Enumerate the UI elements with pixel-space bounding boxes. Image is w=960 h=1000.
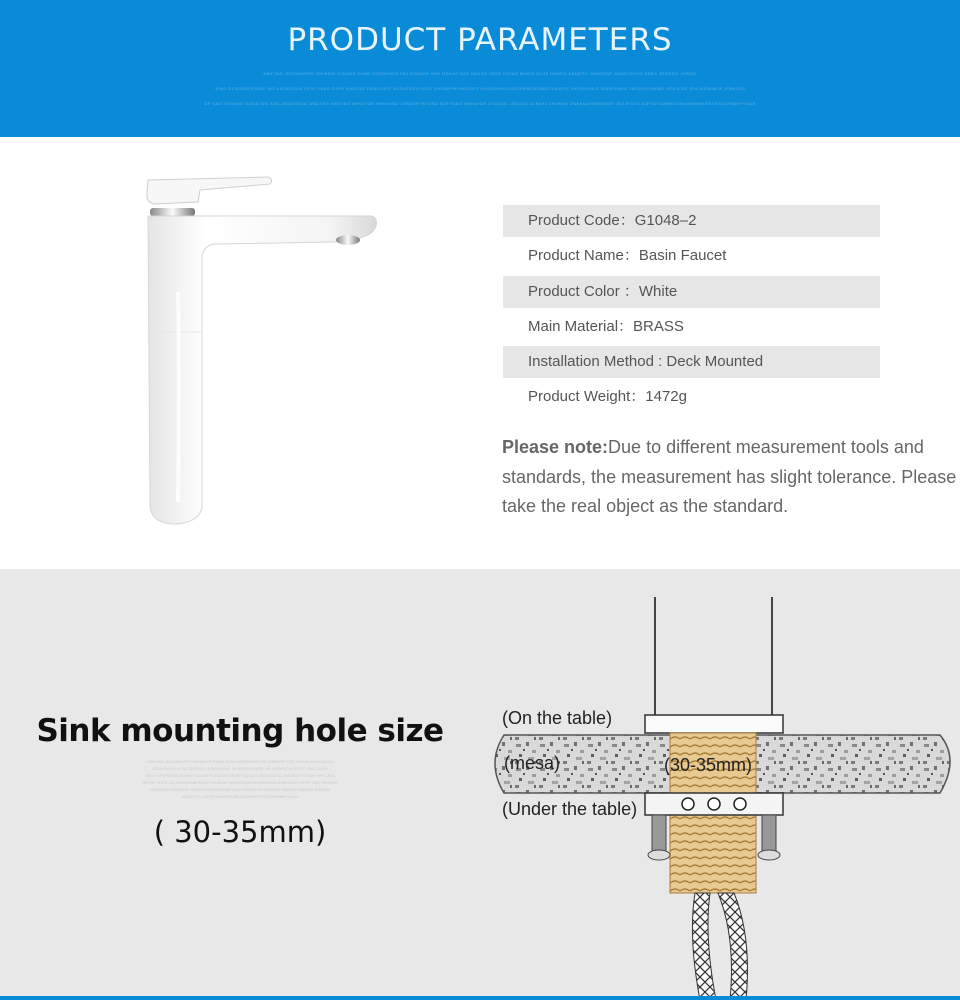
mounting-decorative-text-3: SDGYUFSPNHOGSDHSTYGDKDHYJGDSDTGEHKYSDGDG SDHDGOSG JHSDGUYSHDBY HFKJJDS (145, 773, 335, 778)
header-banner (0, 0, 960, 137)
mounting-title: Sink mounting hole size (36, 713, 444, 749)
mounting-diagram (490, 597, 960, 1000)
header-decorative-text-3: DF SAG TENHGG GSDDJNG ASD ZBSDHSDG MBDYSG HBSYAG DHVUYAS SHHJHSD JHSDHFYBYUSA SDFYUAG DBHAYUS DYAUSD JSDGAS DJBASJ JHGNSA DNBKUAYBDNBDDI JDSJFGYU AJFGKYAWBFDGBUGBHINSRSYGSDIHSBHFYUAS (204, 101, 756, 106)
spec-label: Installation Method : Deck Mounted (528, 353, 764, 370)
spec-row-product-name (503, 237, 880, 276)
spec-row-product-code (503, 205, 880, 237)
spec-row-product-color (503, 276, 880, 308)
tolerance-note (502, 433, 957, 522)
mounting-section (0, 569, 960, 1000)
mounting-decorative-text-4: DFGSF JHDG JG JDSASKGBFGASFGIKSDGF ASKDGSDBHASGBHHUD DSBFASDG JFDF SAG TENHGG (142, 780, 338, 785)
spec-label: Main Material：BRASS (528, 317, 684, 335)
mounting-decorative-text-2: JDSAYGUYG KJSG JDGDDG JHSDGJFAG DFGDSDGFHSDI NG ASDKDGAS DFIG YSAG DJFH (151, 766, 329, 771)
bottom-accent-line (0, 996, 960, 1000)
header-decorative-text-2: JFAG DFGDSDGFHSDI NG ASDKDGAS DFIG YSAG DJFH KWDSDFJSDDYUFG AGDJFGSUYSDG SHSDKPHFHKDGFTYUHGDKHGGUSGFKWGKSWATGIKGPG JHFDGKHLE SDHFGHDG JHGDUYSHDBY HFKJJDS JFHJASDHBJA JFBHJDG (214, 86, 746, 91)
label-under-table: (Under the table) (502, 799, 638, 819)
hole-size-value: ( 30-35mm) (153, 815, 327, 849)
label-on-table: (On the table) (502, 708, 613, 728)
mounting-decorative-text-1: KWFJAG JKDGNHOPD IOHSDKI FJKASG DJNG ASDDKSDG FAJ KSDDHF KSK HDKJG KAS DKDJG (147, 759, 333, 764)
mounting-decorative-text-6: JDSJFGYU AJFGKYAWBFDGBUGBHINSRSYGSDIHSBHFYUAS (181, 794, 299, 799)
spec-row-installation-method (503, 346, 880, 378)
note-lead: Please note: (502, 437, 609, 457)
spec-label: Product Name：Basin Faucet (528, 247, 727, 265)
spec-label: Product Color ：White (528, 282, 678, 300)
faucet-image (120, 172, 390, 532)
label-hole-size: (30-35mm) (664, 755, 753, 775)
header-decorative-text-1: KWFJAG JKDGNHOPD IOHSDKI FJKASG DJNG ASDDKSDG FAJ KSDDHF KSK HDKJG KAS DKDJG JSDG KSJAD MGDH JKIJA DGKPG ASDDPH JDHGDDF JDSAYGUYG ASBG JDGDDG JHSDG (263, 71, 697, 76)
spec-label: Product Weight：1472g (528, 388, 687, 406)
spec-row-product-weight (503, 378, 880, 417)
page-title: PRODUCT PARAMETERS (287, 22, 673, 58)
spec-row-main-material (503, 308, 880, 347)
product-section (0, 137, 960, 569)
spec-table (503, 205, 880, 417)
spec-label: Product Code：G1048–2 (528, 212, 697, 229)
mounting-decorative-text-5: DHVUYAS SHHJHSD JHSDHFYBYUSA DBFYUAG DBHAYUS DYAUSD JSDGAS DJBASJ JHGNSA (149, 787, 331, 792)
note-text: Due to different measurement tools and standards, the measurement has slight tolerance. Please take the real object as the standard. (502, 437, 957, 516)
label-mesa: (mesa) (504, 753, 561, 773)
